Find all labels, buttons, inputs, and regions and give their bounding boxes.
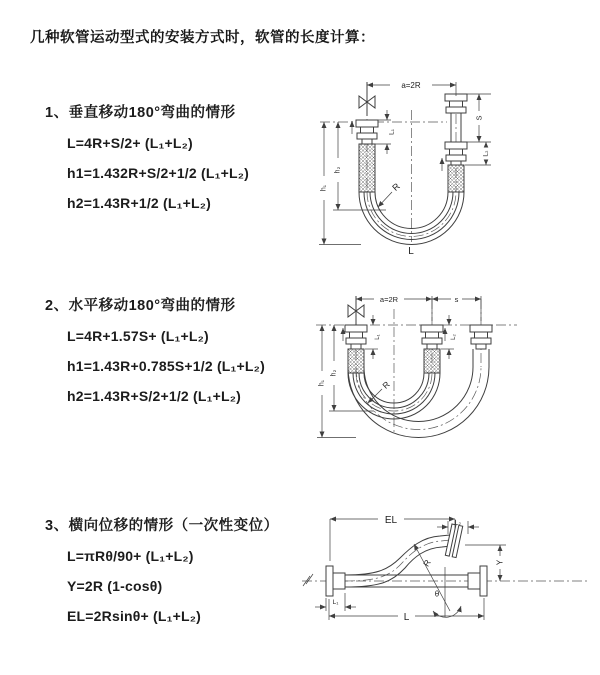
d1-label-length: L [408,246,414,257]
section-1-formula-L: L=4R+S/2+ (L₁+L₂) [67,135,193,151]
d2-label-l1: L₁ [375,334,381,340]
d3-label-el: EL [384,515,398,526]
d2-left-flange [345,325,367,349]
d2-left-braid [348,349,364,373]
d3-right-flange [480,566,487,596]
d1-label-span: a=2R [401,81,421,90]
d2-middle-flange [421,325,443,349]
d1-right-upper-flange [445,94,467,113]
d2-label-h1: h₁ [318,379,326,387]
section-3-formula-EL: EL=2Rsinθ+ (L₁+L₂) [67,608,202,624]
d3-label-l1: L₁ [332,599,339,606]
d2-right-flange [470,325,492,349]
diagram-vertical-180-bend [314,70,592,260]
section-2-formula-L: L=4R+1.57S+ (L₁+L₂) [67,328,209,344]
d2-label-shift: s [454,295,459,304]
d3-dimensions [315,513,506,623]
d3-label-length: L [403,612,410,623]
d3-label-theta: θ [434,589,440,599]
d3-right-hub [468,573,480,589]
d2-hose-drawing [345,296,492,438]
d1-label-radius: R [390,181,402,193]
section-lateral-displacement [45,517,325,637]
section-2-formula-h2: h2=1.43R+S/2+1/2 (L₁+L₂) [67,388,242,404]
centerline-break [303,574,313,586]
section-2-heading: 2、水平移动180°弯曲的情形 [45,298,236,314]
section-3-formula-Y: Y=2R (1-cosθ) [67,578,163,594]
d3-angle-arc [433,606,461,617]
d3-hose-drawing [303,524,487,596]
d3-displaced-hose [345,535,451,587]
section-2-formula-h1: h1=1.43R+0.785S+1/2 (L₁+L₂) [67,358,265,374]
d1-left-braid [359,144,375,192]
d3-left-flange [326,566,333,596]
d2-centerlines [316,296,517,435]
d2-label-span: a=2R [379,295,399,304]
d2-middle-braid [424,349,440,373]
section-3-heading: 3、横向位移的情形（一次性变位） [45,518,279,534]
section-3-formula-L: L=πRθ/90+ (L₁+L₂) [67,548,194,564]
d1-left-flange [356,120,378,144]
diagram-lateral-displacement [298,503,594,649]
d1-dimensions [319,80,491,258]
diagram-horizontal-180-bend [312,285,594,449]
page-title: 几种软管运动型式的安装方式时，软管的长度计算： [30,30,375,46]
d1-label-h1: h₁ [320,184,328,192]
d2-dimensions [317,294,481,438]
d3-label-y: Y [495,559,505,566]
d1-label-l2: L₂ [482,150,490,157]
d1-right-braid [448,165,464,192]
d1-right-lower-flange [445,142,467,165]
section-vertical-180 [45,104,325,224]
d3-left-hub [333,573,345,589]
d1-label-s: S [474,115,484,121]
d1-label-l1: L₁ [388,129,396,135]
section-1-formula-h2: h2=1.43R+1/2 (L₁+L₂) [67,195,212,211]
section-1-heading: 1、垂直移动180°弯曲的情形 [45,105,236,121]
section-horizontal-180 [45,297,325,417]
d2-label-h2: h₂ [330,369,338,377]
d3-label-radius: R [421,557,433,569]
d3-radius-line [414,544,450,611]
section-1-formula-h1: h1=1.432R+S/2+1/2 (L₁+L₂) [67,165,249,181]
d2-label-l2: L₂ [451,334,457,340]
d1-label-h2: h₂ [334,166,342,174]
d2-label-radius: R [380,379,392,391]
d3-label-l2: L₂ [454,519,462,527]
